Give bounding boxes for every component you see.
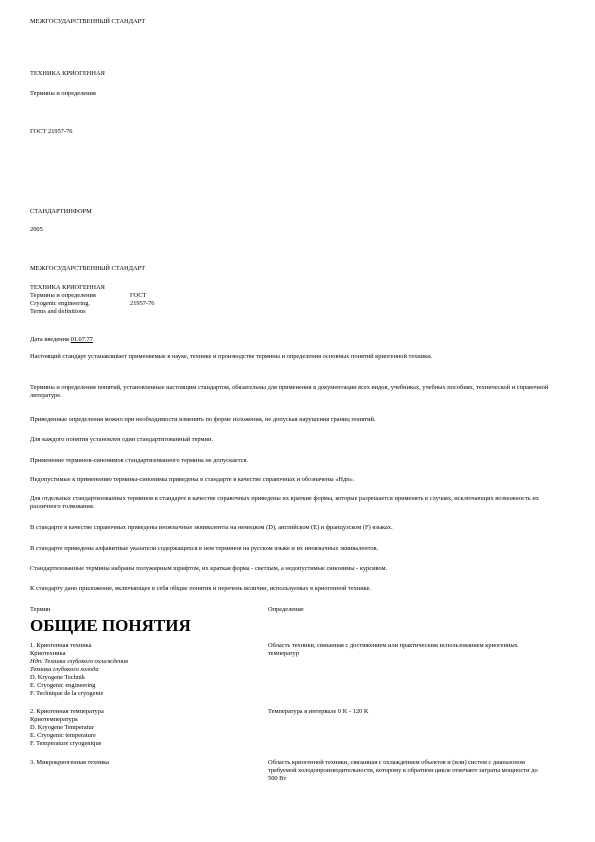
term-foreign: F. Technique de la cryogenie: [30, 690, 104, 697]
cover-publisher: СТАНДАРТИНФОРМ: [30, 208, 92, 215]
paragraph: Стандартизованные термины набраны полужирным шрифтом, их краткая форма - светлым, а недопустимые синонимы - курсивом.: [30, 565, 388, 572]
standard-subtitle-en: Terms and definitions: [30, 308, 86, 315]
paragraph: Термины и определения понятий, установленные настоящим стандартом, обязательны для применения в документации всех видов, учебниках, учебных пособиях, технической и справочной литературе.: [30, 384, 549, 399]
standard-header: МЕЖГОСУДАРСТВЕННЫЙ СТАНДАРТ: [30, 265, 146, 272]
paragraph: К стандарту дано приложение, включающее в себя общие понятия и перечень величин, используемых в криогенной технике.: [30, 585, 372, 592]
standard-title-block: [30, 284, 155, 316]
term-synonym: Криотемпература: [30, 716, 78, 723]
term-deprecated: Ндп. Техника глубокого охлаждения: [30, 658, 129, 665]
paragraph: Настоящий стандарт устанавливает применяемые в науке, технике и производстве термины и определения основных понятий криогенной техники.: [30, 353, 433, 360]
cover-header: МЕЖГОСУДАРСТВЕННЫЙ СТАНДАРТ: [30, 18, 146, 25]
term-deprecated: Техника глубокого холода: [30, 666, 99, 673]
section-title: ОБЩИЕ ПОНЯТИЯ: [30, 616, 191, 635]
effective-date-link[interactable]: 01.07.77: [70, 336, 93, 343]
term-title: 1. Криогенная техника: [30, 642, 92, 649]
standard-subtitle-ru: Термины и определения: [30, 292, 96, 299]
standard-gost-number: 21957-76: [130, 300, 155, 307]
term-foreign: D. Kryogene Temperatur: [30, 724, 94, 731]
term-foreign: F. Temperature cryogenique: [30, 740, 102, 747]
term-foreign: E. Cryogenic engineering: [30, 682, 96, 689]
cover-subtitle: Термины и определения: [30, 90, 96, 97]
term-definition: Температура в интервале 0 K - 120 K: [268, 708, 369, 715]
standard-title-ru: ТЕХНИКА КРИОГЕННАЯ: [30, 284, 105, 291]
term-definition: Область техники, связанная с достижением или практическим использованием криогенных температур: [268, 642, 518, 657]
effective-date-label: Дата введения: [30, 336, 69, 343]
standard-gost-label: ГОСТ: [130, 292, 147, 299]
term-foreign: E. Cryogenic temperature: [30, 732, 96, 739]
term-definition: Область криогенной техники, связанная с охлаждением объектов и (или) систем с диапазоном требуемой холодопроизводительности, которому в обратном цикле отвечают затраты мощности до 500 Вт: [268, 759, 538, 782]
cover-code: ГОСТ 21957-76: [30, 128, 73, 135]
standard-title-en: Cryogenic engineering.: [30, 300, 90, 307]
paragraph: В стандарте в качестве справочных приведены иноязычные эквиваленты на немецком (D), английском (E) и французском (F) языках.: [30, 524, 393, 531]
paragraph: В стандарте приведены алфавитные указатели содержащихся в нем терминов на русском языке и их иноязычных эквивалентов.: [30, 545, 379, 552]
term-title: 3. Микрокриогенная техника: [30, 759, 109, 766]
paragraph: Недопустимые к применению термины-синонимы приведены в стандарте в качестве справочных и обозначены «Ндп».: [30, 476, 355, 483]
paragraph: Приведенные определения можно при необходимости изменять по форме изложения, не допуская нарушения границ понятий.: [30, 416, 376, 423]
paragraph: Применение терминов-синонимов стандартизованного термина не допускается.: [30, 457, 249, 464]
table-header-definition: Определение: [268, 606, 304, 613]
table-header-term: Термин: [30, 606, 51, 613]
paragraph: Для отдельных стандартизованных терминов в стандарте в качестве справочных приведены их краткие формы, которые разрешается применять в случаях, исключающих возможность их различного толкования.: [30, 495, 539, 510]
term-synonym: Криотехника: [30, 650, 66, 657]
term-title: 2. Криогенная температура: [30, 708, 104, 715]
effective-date: [30, 336, 93, 344]
paragraph: Для каждого понятия установлен один стандартизованный термин.: [30, 436, 213, 443]
cover-year: 2005: [30, 226, 43, 233]
cover-title: ТЕХНИКА КРИОГЕННАЯ: [30, 70, 105, 77]
term-foreign: D. Kryogene Technik: [30, 674, 85, 681]
